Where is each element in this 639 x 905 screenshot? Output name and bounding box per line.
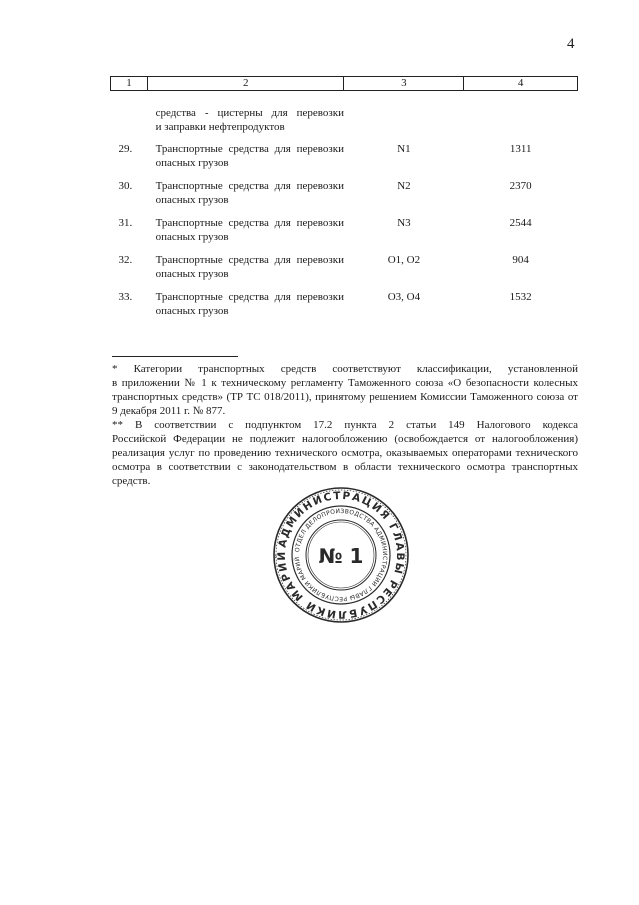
row-number: 30.: [118, 180, 133, 192]
header-col-4: 4: [464, 77, 578, 91]
row-description: Транспортные средства для перевозки опасных грузов: [155, 180, 344, 206]
row-number: 29.: [118, 143, 133, 155]
table-row: [111, 253, 578, 290]
row-value: 904: [512, 254, 529, 266]
table-row: [111, 216, 578, 253]
footnote-2: ** В соответствии с подпунктом 17.2 пункта 2 статьи 149 Налогового кодекса Российской Федерации не подлежит налогообложению (освобождается от налогообложения) реализация услуг по проведению технического осмотра, оказываемых операторами технического осмотра в соответствии с законодательством в области технического осмотра транспортных средств.: [112, 419, 578, 487]
official-seal-stamp: [272, 486, 410, 624]
header-col-2: 2: [148, 77, 344, 91]
table-header-row: [111, 77, 578, 91]
seal-inner-textpath: ОТДЕЛ ДЕЛОПРОИЗВОДСТВА АДМИНИСТРАЦИИ ГЛАВЫ РЕСПУБЛИКИ МАРИЙ: [293, 507, 389, 603]
row-description: Транспортные средства для перевозки опасных грузов: [155, 291, 344, 317]
continuation-description: средства - цистерны для перевозки и заправки нефтепродуктов: [155, 107, 344, 133]
row-number: 33.: [118, 291, 133, 303]
table-row: [111, 179, 578, 216]
row-value: 2370: [509, 180, 532, 192]
row-category: N1: [397, 143, 411, 155]
header-col-1: 1: [111, 77, 148, 91]
table-row: [111, 290, 578, 327]
row-value: 1311: [509, 143, 532, 155]
row-number: 31.: [118, 217, 133, 229]
row-description: Транспортные средства для перевозки опасных грузов: [155, 217, 344, 243]
row-category: N3: [397, 217, 411, 229]
seal-outer-textpath: АДМИНИСТРАЦИЯ ГЛАВЫ РЕСПУБЛИКИ МАРИЙ: [275, 489, 407, 621]
row-value: 1532: [509, 291, 532, 303]
page-number: 4: [567, 36, 575, 52]
row-value: 2544: [509, 217, 532, 229]
continuation-row: [111, 91, 578, 143]
tariff-table: [110, 76, 578, 327]
footnote-1: * Категории транспортных средств соответствуют классификации, установленной в приложении № 1 к техническому регламенту Таможенного союза «О безопасности колесных транспортных средств» (ТР ТС 018/2011), принятому решением Комиссии Таможенного союза от 9 декабря 2011 г. № 877.: [112, 363, 578, 417]
row-description: Транспортные средства для перевозки опасных грузов: [155, 143, 344, 169]
row-number: 32.: [118, 254, 133, 266]
table-row: [111, 142, 578, 179]
footnotes: [112, 362, 578, 488]
header-col-3: 3: [344, 77, 464, 91]
row-category: O3, O4: [387, 291, 421, 303]
row-category: N2: [397, 180, 411, 192]
seal-center-text: № 1: [318, 544, 364, 568]
row-description: Транспортные средства для перевозки опасных грузов: [155, 254, 344, 280]
footnote-divider: [112, 356, 238, 357]
seal-icon: [272, 486, 410, 624]
row-category: O1, O2: [387, 254, 421, 266]
